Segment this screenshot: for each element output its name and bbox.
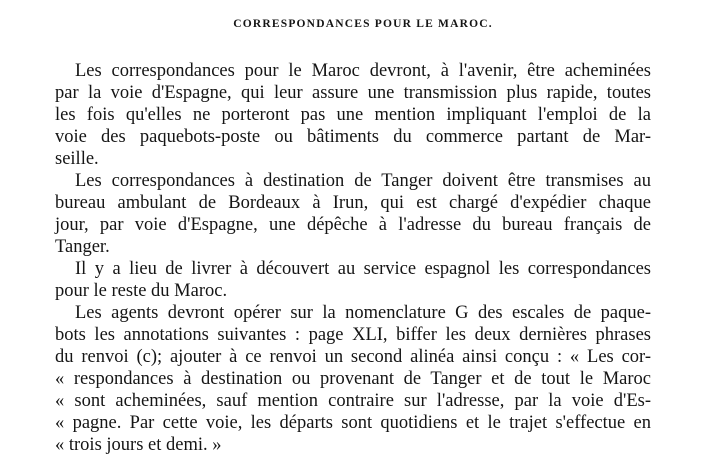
paragraph-1-line-1: Les correspondances pour le Maroc devront, à l'avenir, être acheminées: [75, 61, 651, 81]
paragraph-1-line-5: seille.: [55, 149, 99, 169]
paragraph-4-line-6: « pagne. Par cette voie, les départs sont quotidiens et le trajet s'effectue en: [55, 413, 651, 433]
paragraph-2-line-3: jour, par voie d'Espagne, une dépêche à l'adresse du bureau français de: [55, 215, 651, 235]
running-title: CORRESPONDANCES POUR LE MAROC.: [233, 18, 493, 30]
paragraph-4-line-5: « sont acheminées, sauf mention contraire sur l'adresse, par la voie d'Es-: [55, 391, 651, 411]
paragraph-4-line-2: bots les annotations suivantes : page XLI, biffer les deux dernières phrases: [55, 325, 651, 345]
paragraph-4-line-4: « respondances à destination ou provenant de Tanger et de tout le Maroc: [55, 369, 651, 389]
paragraph-4-line-7: « trois jours et demi. »: [55, 435, 222, 455]
paragraph-1-line-4: voie des paquebots-poste ou bâtiments du commerce partant de Mar-: [55, 127, 651, 147]
paragraph-1-line-2: par la voie d'Espagne, qui leur assure une transmission plus rapide, toutes: [55, 83, 651, 103]
paragraph-4-line-3: du renvoi (c); ajouter à ce renvoi un second alinéa ainsi conçu : « Les cor-: [55, 347, 651, 367]
paragraph-3-line-1: Il y a lieu de livrer à découvert au service espagnol les correspondances: [75, 259, 651, 279]
paragraph-1-line-3: les fois qu'elles ne porteront pas une mention impliquant l'emploi de la: [55, 105, 651, 125]
paragraph-3-line-2: pour le reste du Maroc.: [55, 281, 228, 301]
paragraph-2-line-4: Tanger.: [55, 237, 110, 257]
paragraph-2-line-2: bureau ambulant de Bordeaux à Irun, qui est chargé d'expédier chaque: [55, 193, 651, 213]
paragraph-2-line-1: Les correspondances à destination de Tanger doivent être transmises au: [75, 171, 651, 191]
paragraph-4-line-1: Les agents devront opérer sur la nomenclature G des escales de paque-: [75, 303, 651, 323]
